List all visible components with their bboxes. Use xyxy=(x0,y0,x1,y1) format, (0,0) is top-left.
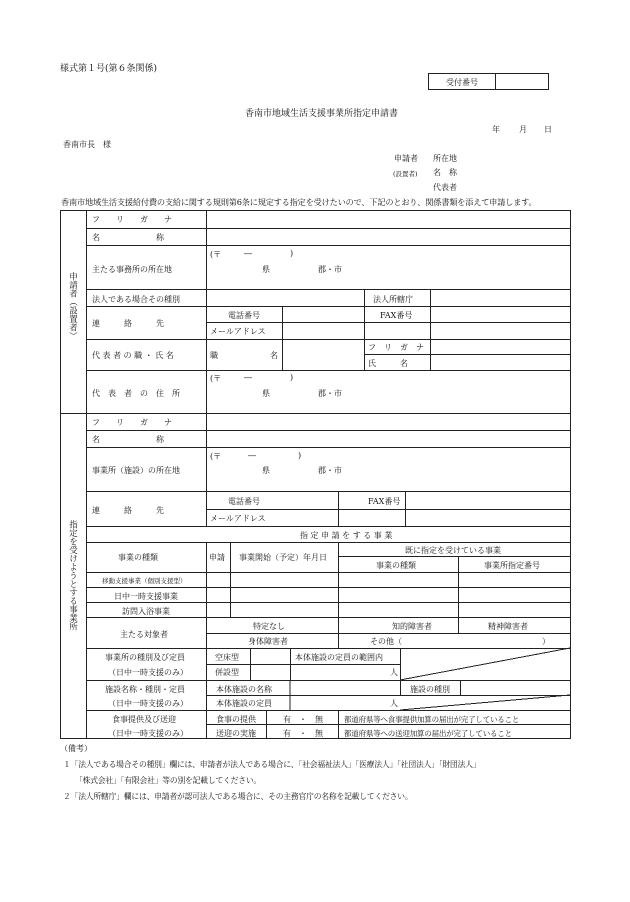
rep-postal-dash: ― xyxy=(244,373,252,382)
page-title: 香南市地域生活支援事業所指定申請書 xyxy=(245,109,399,119)
rep-postal-open: (〒 xyxy=(210,374,222,383)
type-capacity-label: 事業所の種別及び定員 xyxy=(105,653,185,662)
facility-county-city: 郡・市 xyxy=(318,466,342,475)
target-physical: 身体障害者 xyxy=(248,637,288,646)
main-target-label: 主たる対象者 xyxy=(120,630,168,639)
facility-postal-close: ) xyxy=(298,451,302,460)
business-type-header: 事業の種類 xyxy=(118,553,158,562)
main-capacity-range: 本体施設の定員の範囲内 xyxy=(295,653,383,662)
notes-heading: （備考） xyxy=(60,744,92,753)
apply-header: 申請 xyxy=(209,553,225,562)
person-unit-1: 人 xyxy=(390,668,398,677)
rep-furigana-label: フ リ ガ ナ xyxy=(368,343,424,352)
rep-title-name-label: 代 表 者 の 職 ・ 氏 名 xyxy=(92,351,174,360)
facility-contact-label: 連 絡 先 xyxy=(92,506,164,515)
applicant-email-label: メールアドレス xyxy=(210,327,266,336)
person-unit-2: 人 xyxy=(390,699,398,708)
day-only-label-3: （日中一時支援のみ） xyxy=(108,729,188,738)
rep-postal-close: ) xyxy=(290,373,294,382)
facility-postal-open: (〒 xyxy=(210,452,222,461)
rep-post-label: 職 xyxy=(210,351,218,360)
target-none: 特定なし xyxy=(253,622,285,631)
date-day: 日 xyxy=(544,125,552,134)
meal-note: 都道府県等へ食事提供加算の届出が完了していること xyxy=(344,715,520,724)
existing-type-header: 事業の種類 xyxy=(376,561,416,570)
date-month: 月 xyxy=(519,125,527,134)
corp-agency-label: 法人所轄庁 xyxy=(373,295,413,304)
transport-note: 都道府県等への送迎加算の届出が完了していること xyxy=(344,729,512,738)
target-other: その他（ xyxy=(370,637,402,646)
target-other-close: ） xyxy=(542,637,550,646)
facility-section-label: 指定を受けようとする事業所 xyxy=(67,520,78,631)
meal-yes-no[interactable]: 有 ・ 無 xyxy=(283,715,323,724)
rep-county-city: 郡・市 xyxy=(318,389,342,398)
applicant-section-label: 申請者（設置者） xyxy=(67,272,78,340)
applicant-label: 申請者 xyxy=(394,154,418,163)
applicant-prefecture: 県 xyxy=(262,265,270,274)
main-facility-name: 本体施設の名称 xyxy=(216,685,272,694)
facility-address-label: 事業所（施設）の所在地 xyxy=(92,466,180,475)
applicant-name-label: 名 称 xyxy=(92,233,164,242)
meal-label: 食事の提供 xyxy=(216,715,256,724)
applicant-postal-dash: ― xyxy=(244,249,252,258)
main-facility-capacity: 本体施設の定員 xyxy=(216,699,272,708)
rep-prefecture: 県 xyxy=(262,389,270,398)
applicant-county-city: 郡・市 xyxy=(318,265,342,274)
vacant-type: 空床型 xyxy=(215,653,239,662)
note-1a: １「法人である場合その種別」欄には、申請者が法人である場合に、「社会福祉法人」「医療法人」「社団法人」「財団法人」 xyxy=(63,760,481,769)
addressee: 香南市長 様 xyxy=(63,140,111,149)
day-only-label-1: （日中一時支援のみ） xyxy=(108,668,188,677)
receipt-label: 受付番号 xyxy=(446,78,478,87)
designated-business-header: 指 定 申 請 を す る 事 業 xyxy=(300,531,393,540)
facility-name-type-capacity-label: 施設名称・種別・定員 xyxy=(105,685,185,694)
form-number: 様式第１号(第６条関係) xyxy=(60,64,158,74)
service-mobility: 移動支援事業（個別支援型） xyxy=(102,577,187,585)
date-year: 年 xyxy=(492,125,500,134)
facility-kind: 施設の種別 xyxy=(410,685,450,694)
note-1b: 「株式会社」「有限会社」等の別を記載してください。 xyxy=(75,776,262,785)
day-only-label-2: （日中一時支援のみ） xyxy=(108,699,188,708)
service-daytime: 日中一時支援事業 xyxy=(114,592,178,601)
applicant-phone-label: 電話番号 xyxy=(228,311,260,320)
applicant-furigana-label: フ リ ガ ナ xyxy=(92,215,172,224)
applicant-postal-close: ) xyxy=(290,249,294,258)
applicant-office-address-label: 主たる事務所の所在地 xyxy=(92,265,172,274)
transport-label: 送迎の実施 xyxy=(216,729,256,738)
applicant-rep: 代表者 xyxy=(433,183,457,192)
service-bathing: 訪問入浴事業 xyxy=(122,607,170,616)
corp-type-label: 法人である場合その種別 xyxy=(92,295,180,304)
applicant-name: 名 称 xyxy=(433,168,457,177)
applicant-fax-label: FAX番号 xyxy=(380,311,413,320)
rep-address-label: 代 表 者 の 住 所 xyxy=(92,389,180,398)
combined-type: 併設型 xyxy=(215,668,239,677)
facility-postal-dash: ― xyxy=(248,451,256,460)
facility-furigana-label: フ リ ガ ナ xyxy=(92,418,172,427)
target-intellectual: 知的障害者 xyxy=(392,622,432,631)
note-2: ２「法人所轄庁」欄には、申請者が認可法人である場合に、その主務官庁の名称を記載してください。 xyxy=(63,792,413,801)
facility-fax-label: FAX番号 xyxy=(368,497,401,506)
rep-shimei-label: 氏 名 xyxy=(368,359,408,368)
applicant-founder: (設置者) xyxy=(393,170,418,178)
intro-text: 香南市地域生活支援給付費の支給に関する規則第6条に規定する指定を受けたいので、下記のとおり、関係書類を添えて申請します。 xyxy=(61,197,537,207)
meal-transport-label: 食事提供及び送迎 xyxy=(112,715,176,724)
applicant-address: 所在地 xyxy=(433,154,457,163)
facility-email-label: メールアドレス xyxy=(210,514,266,523)
transport-yes-no[interactable]: 有 ・ 無 xyxy=(283,729,323,738)
facility-name-label: 名 称 xyxy=(92,435,164,444)
target-mental: 精神障害者 xyxy=(488,622,528,631)
applicant-contact-label: 連 絡 先 xyxy=(92,319,164,328)
facility-phone-label: 電話番号 xyxy=(228,497,260,506)
facility-prefecture: 県 xyxy=(262,466,270,475)
applicant-postal-open: (〒 xyxy=(210,250,222,259)
start-date-header: 事業開始（予定）年月日 xyxy=(239,553,327,562)
rep-name-suffix: 名 xyxy=(270,351,278,360)
already-designated-header: 既に指定を受けている事業 xyxy=(405,546,501,555)
existing-number-header: 事業所指定番号 xyxy=(484,561,540,570)
